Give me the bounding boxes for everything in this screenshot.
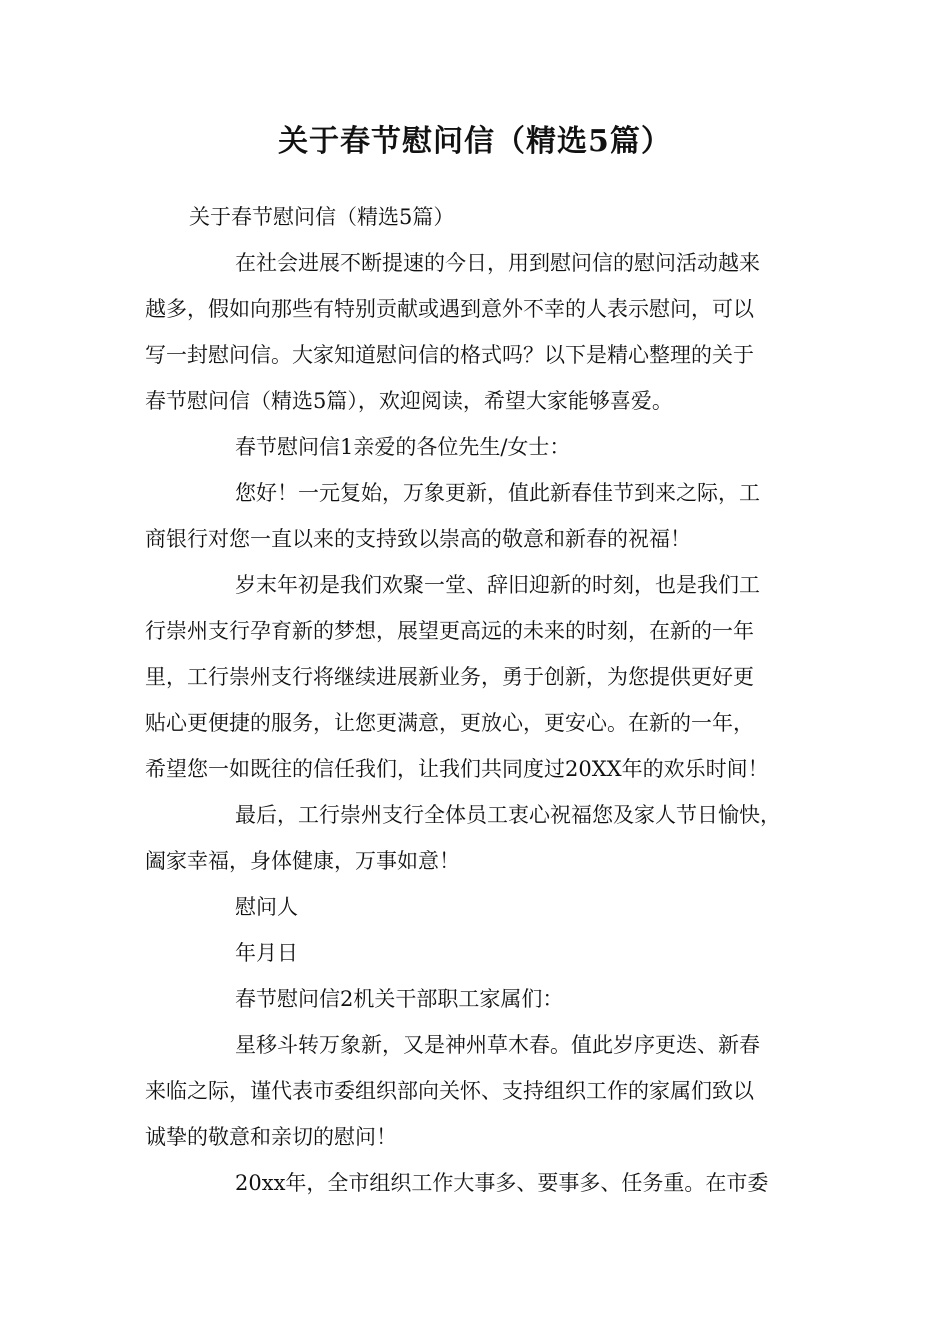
- text-line: 越多，假如向那些有特别贡献或遇到意外不幸的人表示慰问，可以: [145, 297, 754, 321]
- document-body: [145, 194, 825, 1206]
- text-line: 最后，工行崇州支行全体员工衷心祝福您及家人节日愉快，: [235, 803, 781, 827]
- text-line: 行崇州支行孕育新的梦想，展望更高远的未来的时刻，在新的一年: [145, 619, 754, 643]
- text-line: 来临之际，谨代表市委组织部向关怀、支持组织工作的家属们致以: [145, 1079, 754, 1103]
- text-line: 诚挚的敬意和亲切的慰问！: [145, 1125, 397, 1149]
- text-line: 您好！一元复始，万象更新，值此新春佳节到来之际，工: [235, 481, 760, 505]
- text-line: 岁末年初是我们欢聚一堂、辞旧迎新的时刻，也是我们工: [235, 573, 760, 597]
- text-line: 写一封慰问信。大家知道慰问信的格式吗？以下是精心整理的关于: [145, 343, 754, 367]
- letter1-paragraph-2: [145, 562, 825, 792]
- text-line: 里，工行崇州支行将继续进展新业务，勇于创新，为您提供更好更: [145, 665, 754, 689]
- letter1-heading: 春节慰问信1亲爱的各位先生/女士：: [235, 435, 571, 459]
- text-line: 希望您一如既往的信任我们，让我们共同度过20XX年的欢乐时间！: [145, 757, 769, 781]
- text-line: 星移斗转万象新，又是神州草木春。值此岁序更迭、新春: [235, 1033, 760, 1057]
- document-subtitle: 关于春节慰问信（精选5篇）: [189, 205, 455, 229]
- letter1-date: 年月日: [235, 941, 298, 965]
- letter1-signer: 慰问人: [235, 895, 298, 919]
- letter2-heading: 春节慰问信2机关干部职工家属们：: [235, 987, 564, 1011]
- text-line: 春节慰问信（精选5篇），欢迎阅读，希望大家能够喜爱。: [145, 389, 673, 413]
- text-line: 20xx年，全市组织工作大事多、要事多、任务重。在市委: [235, 1171, 769, 1195]
- letter2-paragraph-1: [145, 1022, 825, 1160]
- letter1-paragraph-3: [145, 792, 825, 884]
- text-line: 商银行对您一直以来的支持致以崇高的敬意和新春的祝福！: [145, 527, 691, 551]
- document-title: 关于春节慰问信（精选5篇）: [278, 124, 672, 159]
- text-line: 在社会进展不断提速的今日，用到慰问信的慰问活动越来: [235, 251, 760, 275]
- intro-paragraph: [145, 240, 825, 424]
- letter2-paragraph-2: [145, 1160, 825, 1206]
- letter1-paragraph-1: [145, 470, 825, 562]
- text-line: 阖家幸福，身体健康，万事如意！: [145, 849, 460, 873]
- text-line: 贴心更便捷的服务，让您更满意，更放心，更安心。在新的一年，: [145, 711, 754, 735]
